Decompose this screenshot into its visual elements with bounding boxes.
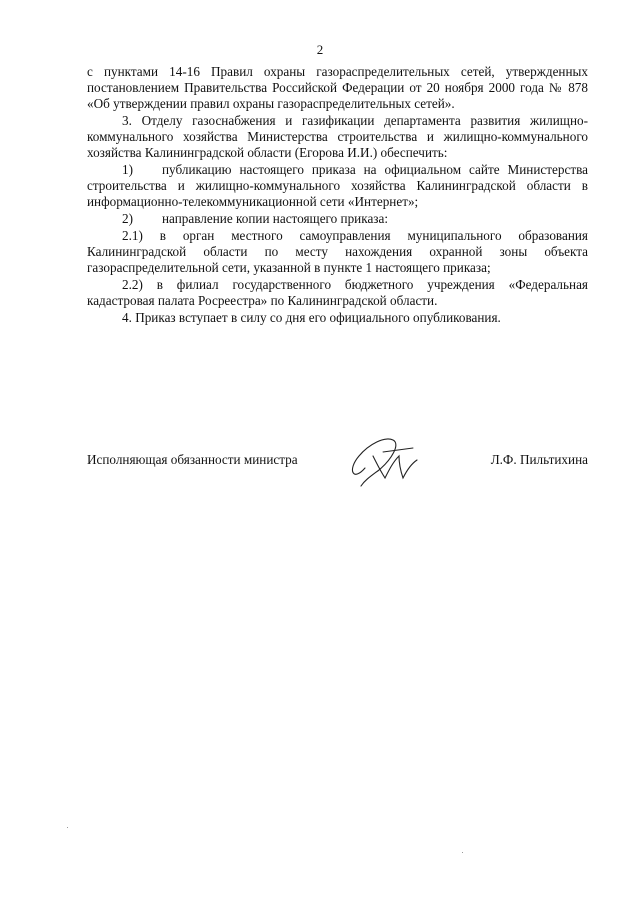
subitem-2-text: направление копии настоящего приказа: <box>162 211 389 226</box>
signatory-name: Л.Ф. Пильтихина <box>490 452 588 467</box>
paragraph-subitem-2-2: 2.2) в филиал государственного бюджетного учреждения «Федеральная кадастровая палата Росреестра» по Калининградской области. <box>87 277 588 308</box>
signatory-position: Исполняющая обязанности министра <box>87 452 298 467</box>
signature-block <box>87 448 588 468</box>
subitem-1-text: публикацию настоящего приказа на официальном сайте Министерства строительства и жилищно-коммунального хозяйства Калининградской области в информационно-телекоммуникационной сети «Интернет»; <box>87 162 588 209</box>
document-body <box>87 64 588 326</box>
page-number: 2 <box>316 42 324 57</box>
paragraph-subitem-2 <box>87 211 588 227</box>
scan-artifact <box>67 827 68 828</box>
paragraph-subitem-1 <box>87 162 588 210</box>
list-marker-1: 1) <box>122 162 133 177</box>
paragraph-continuation: с пунктами 14-16 Правил охраны газораспределительных сетей, утвержденных постановлением Правительства Российской Федерации от 20 ноября 2000 года № 878 «Об утверждении правил охраны газораспределительных сетей». <box>87 64 588 111</box>
paragraph-item-4: 4. Приказ вступает в силу со дня его официального опубликования. <box>122 310 501 325</box>
paragraph-subitem-2-1: 2.1) в орган местного самоуправления муниципального образования Калининградской области по месту нахождения охранной зоны объекта газораспределительной сети, указанной в пункте 1 настоящего приказа; <box>87 228 588 275</box>
paragraph-item-3: 3. Отделу газоснабжения и газификации департамента развития жилищно-коммунального хозяйства Министерства строительства и жилищно-коммунального хозяйства Калининградской области (Егорова И.И.) обеспечить: <box>87 113 588 160</box>
scan-artifact <box>462 852 463 853</box>
handwritten-signature <box>343 430 427 490</box>
list-marker-2: 2) <box>122 211 133 226</box>
